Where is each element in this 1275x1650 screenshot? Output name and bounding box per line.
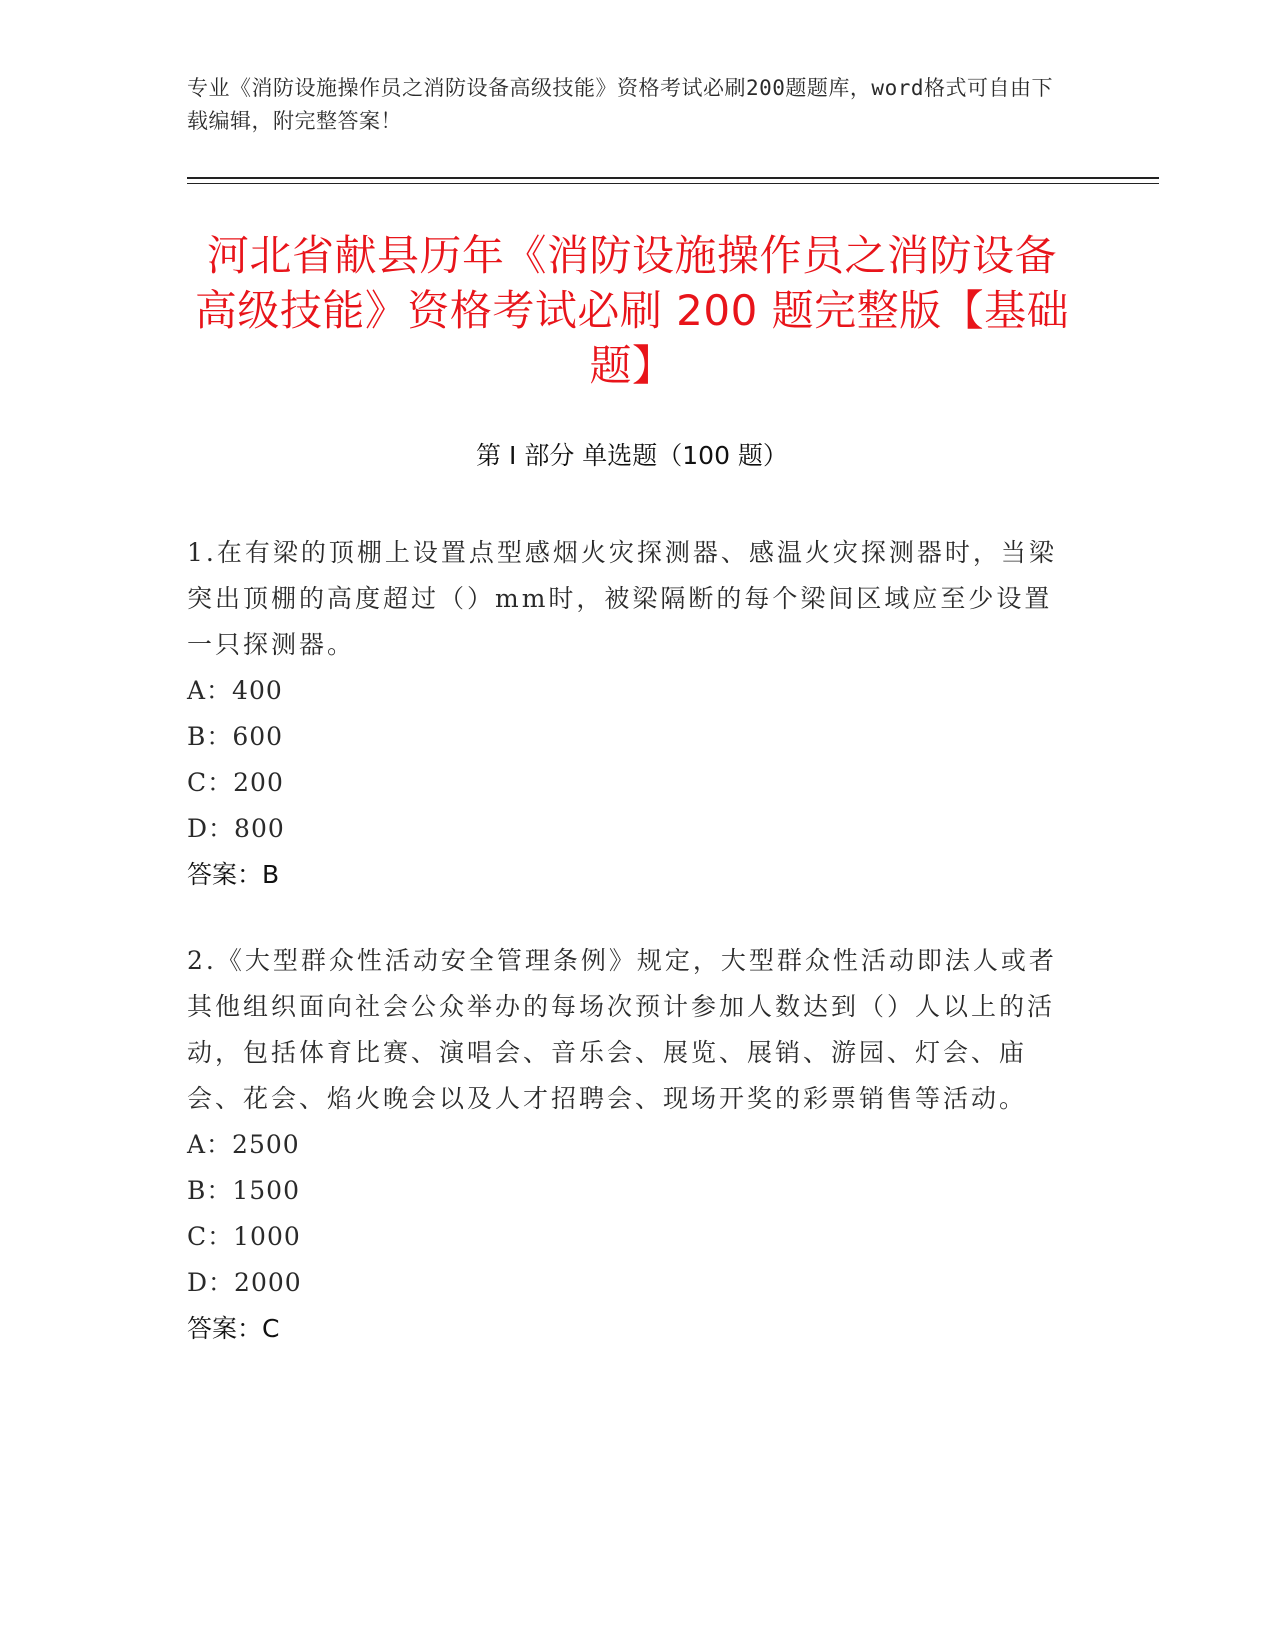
answer-line: 答案：B (187, 860, 280, 889)
question-block (187, 530, 1072, 898)
option-c: C：1000 (187, 1222, 301, 1251)
option-d: D：2000 (187, 1268, 302, 1297)
document-title: 河北省献县历年《消防设施操作员之消防设备高级技能》资格考试必刷 200 题完整版【基础题】 (194, 231, 1070, 390)
answer-line: 答案：C (187, 1314, 280, 1343)
section-title: 第 I 部分 单选题（100 题） (476, 441, 788, 470)
option-b: B：600 (187, 722, 284, 751)
question-block (187, 938, 1072, 1352)
option-c: C：200 (187, 768, 284, 797)
option-b: B：1500 (187, 1176, 300, 1205)
option-d: D：800 (187, 814, 285, 843)
header-divider-thin (187, 183, 1159, 184)
option-a: A：400 (187, 676, 283, 705)
question-stem: 2.《大型群众性活动安全管理条例》规定，大型群众性活动即法人或者其他组织面向社会公众举办的每场次预计参加人数达到（）人以上的活动，包括体育比赛、演唱会、音乐会、展览、展销、游园、灯会、庙会、花会、焰火晚会以及人才招聘会、现场开奖的彩票销售等活动。 (187, 946, 1057, 1113)
question-stem: 1.在有梁的顶棚上设置点型感烟火灾探测器、感温火灾探测器时，当梁突出顶棚的高度超过（）mm时，被梁隔断的每个梁间区域应至少设置一只探测器。 (187, 538, 1057, 659)
header-divider-thick (187, 177, 1159, 179)
header-note: 专业《消防设施操作员之消防设备高级技能》资格考试必刷200题题库，word格式可自由下载编辑，附完整答案！ (187, 76, 1053, 133)
option-a: A：2500 (187, 1130, 300, 1159)
